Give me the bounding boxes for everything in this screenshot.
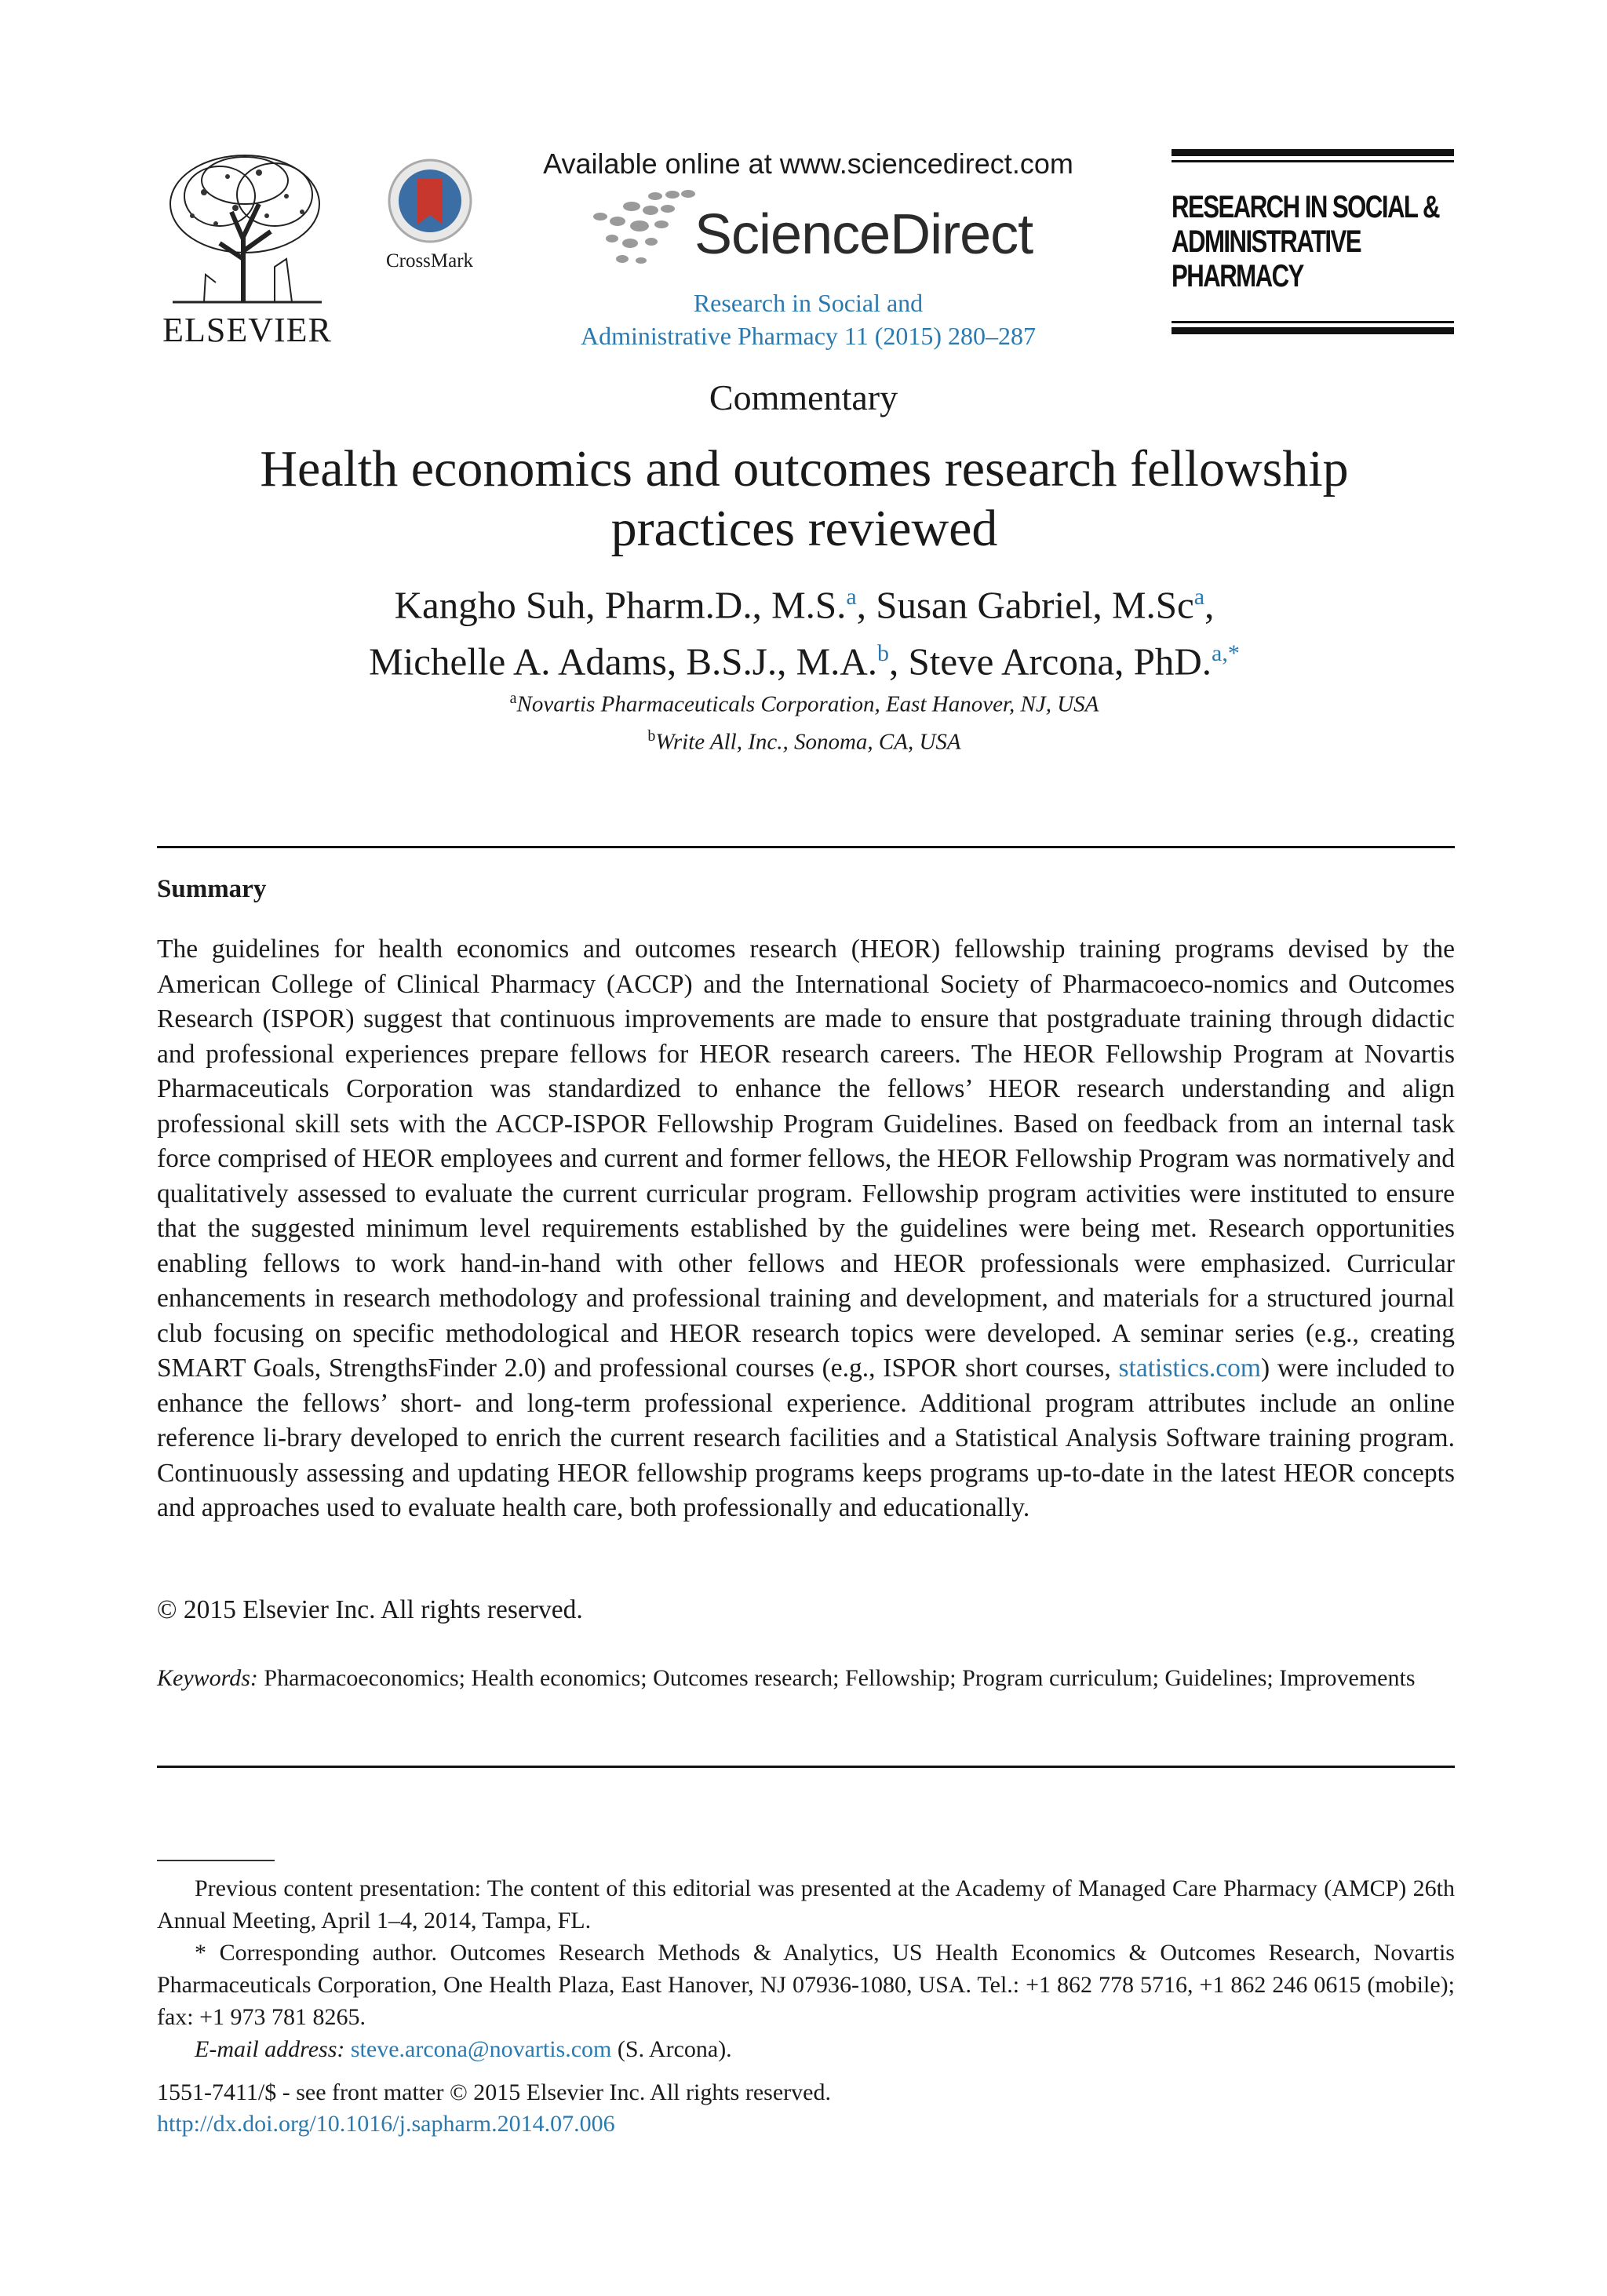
affiliation-item [126, 683, 1483, 720]
front-matter [157, 2077, 831, 2140]
affiliation-list [126, 683, 1483, 757]
author-separator: , [889, 640, 909, 683]
footnote-email [157, 2033, 1455, 2065]
author-line2 [126, 629, 1483, 686]
author-name: Susan Gabriel, M.Sc [876, 583, 1194, 627]
affiliation-marker: a [509, 690, 517, 707]
author-affiliation-link[interactable]: a [846, 584, 857, 610]
summary-copyright: © 2015 Elsevier Inc. All rights reserved. [157, 1595, 583, 1624]
summary-top-rule [157, 846, 1455, 848]
journal-citation[interactable] [541, 286, 1075, 352]
available-online-text: Available online at www.sciencedirect.com [543, 148, 1073, 180]
journal-logo-line1: RESEARCH IN SOCIAL & [1172, 190, 1439, 224]
summary-bottom-rule [157, 1766, 1455, 1768]
journal-logo-bottom-rule-thin [1172, 321, 1454, 323]
issn-line: 1551-7411/$ - see front matter © 2015 Elsevier Inc. All rights reserved. [157, 2079, 831, 2105]
journal-logo-bottom-rule [1172, 327, 1454, 334]
journal-logo-name [1172, 190, 1453, 293]
author-name: Steve Arcona, PhD. [908, 640, 1212, 683]
summary-body [157, 932, 1455, 1526]
journal-logo-top-rule-thin [1172, 160, 1454, 162]
affiliation-text: Novartis Pharmaceuticals Corporation, East Hanover, NJ, USA [516, 691, 1099, 717]
author-affiliation-link[interactable]: a,* [1212, 640, 1240, 667]
author-list [126, 573, 1483, 687]
article-title-line2: practices reviewed [610, 500, 998, 557]
author-separator: , [856, 583, 876, 627]
email-link[interactable]: steve.arcona@novartis.com [350, 2036, 612, 2062]
author-affiliation-link[interactable]: b [877, 640, 890, 667]
keywords [157, 1662, 1455, 1695]
crossmark-label: CrossMark [385, 250, 474, 272]
doi-link[interactable]: http://dx.doi.org/10.1016/j.sapharm.2014.07.006 [157, 2111, 615, 2137]
journal-citation-line1[interactable]: Research in Social and [693, 289, 924, 317]
author-line1 [126, 573, 1483, 629]
journal-logo-line2: ADMINISTRATIVE PHARMACY [1172, 224, 1361, 293]
crossmark-badge[interactable] [377, 157, 483, 272]
summary-heading: Summary [157, 875, 267, 903]
summary-text-cont: ) were included to enhance the fellows’ short- and long-term professional experience. Additional program attributes include an online reference li-brary developed to enrich the current research facilities and a Statistical Analysis Software training program. Continuously assessing and updating HEOR fellowship programs keeps programs up-to-date in the latest HEOR concepts and approaches used to evaluate health care, both professionally and educationally. [157, 1354, 1456, 1522]
affiliation-item [126, 720, 1483, 758]
article-title [126, 439, 1483, 559]
journal-citation-line2[interactable]: Administrative Pharmacy 11 (2015) 280–287 [580, 322, 1037, 350]
elsevier-wordmark: ELSEVIER [162, 311, 332, 349]
elsevier-logo [157, 149, 337, 349]
crossmark-icon [386, 157, 474, 245]
journal-logo-top-rule [1172, 149, 1454, 156]
author-affiliation-link[interactable]: a [1193, 584, 1205, 610]
footnote-presentation: Previous content presentation: The content of this editorial was presented at the Academy of Managed Care Pharmacy (AMCP) 26th Annual Meeting, April 1–4, 2014, Tampa, FL. [157, 1875, 1455, 1933]
author-separator: , [1204, 583, 1215, 627]
affiliation-marker: b [647, 727, 656, 745]
statistics-link[interactable]: statistics.com [1118, 1354, 1261, 1383]
author-name: Michelle A. Adams, B.S.J., M.A. [369, 640, 878, 683]
author-name: Kangho Suh, Pharm.D., M.S. [394, 583, 847, 627]
sciencedirect-wordmark: ScienceDirect [694, 203, 1033, 266]
keywords-text: Pharmacoeconomics; Health economics; Outcomes research; Fellowship; Program curriculum; Guidelines; Improvements [264, 1665, 1416, 1691]
sciencedirect-dots-icon [585, 187, 702, 269]
article-title-line1: Health economics and outcomes research fellowship [260, 440, 1349, 497]
email-label: E-mail address: [195, 2036, 345, 2062]
footnotes [157, 1872, 1455, 2065]
affiliation-text: Write All, Inc., Sonoma, CA, USA [655, 729, 961, 755]
summary-text: The guidelines for health economics and outcomes research (HEOR) fellowship training programs devised by the American College of Clinical Pharmacy (ACCP) and the International Society of Pharmacoeco-nomics and Outcomes Research (ISPOR) suggest that continuous improvements are made to ensure that postgraduate training through didactic and professional experiences prepare fellows for HEOR research careers. The HEOR Fellowship Program at Novartis Pharmaceuticals Corporation was standardized to enhance the fellows’ HEOR research understanding and align professional skill sets with the ACCP-ISPOR Fellowship Program Guidelines. Based on feedback from an internal task force comprised of HEOR employees and current and former fellows, the HEOR Fellowship Program was normatively and qualitatively assessed to evaluate the current curricular program. Fellowship program activities were instituted to ensure that the suggested minimum level requirements established by the guidelines were being met. Research opportunities enabling fellows to work hand-in-hand with other fellows and HEOR professionals were emphasized. Curricular enhancements in research methodology and professional training and development, and materials for a structured journal club focusing on specific methodological and HEOR research topics were developed. A seminar series (e.g., creating SMART Goals, StrengthsFinder 2.0) and professional courses (e.g., ISPOR short courses, [157, 935, 1455, 1383]
footnote-corresponding: * Corresponding author. Outcomes Research Methods & Analytics, US Health Economics & Outcomes Research, Novartis Pharmaceuticals Corporation, One Health Plaza, East Hanover, NJ 07936-1080, USA. Tel.: +1 862 778 5716, +1 862 246 0615 (mobile); fax: +1 973 781 8265. [157, 1940, 1455, 2030]
journal-logo [1172, 149, 1454, 334]
email-suffix: (S. Arcona). [611, 2036, 732, 2062]
elsevier-tree-icon [157, 149, 337, 306]
keywords-label: Keywords: [157, 1665, 258, 1691]
footnote-rule [157, 1860, 275, 1861]
article-type: Commentary [709, 377, 898, 417]
